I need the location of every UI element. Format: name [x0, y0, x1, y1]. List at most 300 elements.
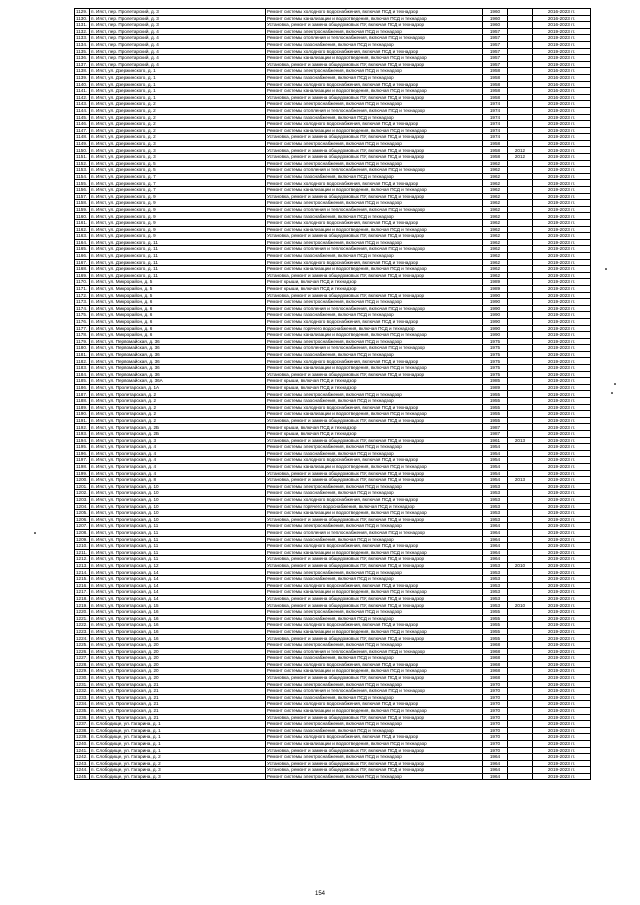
table-body — [75, 9, 591, 780]
build-year-cell: 1955 — [483, 398, 508, 405]
row-number-cell: 1133. — [75, 35, 90, 42]
table-row — [75, 424, 591, 431]
build-year-cell: 1964 — [483, 773, 508, 780]
address-cell: п. Ияст, ул. Пролетарская, д. 10 — [90, 516, 266, 523]
last-repair-year-cell — [508, 549, 533, 556]
address-cell: п. Ияст, пер. Пролетарский, д. 3 — [90, 9, 266, 16]
build-year-cell: 1968 — [483, 648, 508, 655]
build-year-cell: 1953 — [483, 496, 508, 503]
row-number-cell: 1220. — [76, 609, 88, 615]
planned-period-cell: 2019-2023 гг. — [533, 496, 591, 503]
table-row — [75, 312, 591, 319]
address-cell: п. Ияст, ул. Дзержинского, д. 7 — [90, 173, 266, 180]
table-row — [75, 674, 591, 681]
last-repair-year-cell: 2013 — [508, 437, 533, 444]
work-type-cell: Ремонт системы газоснабжения, включая ПСД и технадзор — [266, 398, 483, 405]
table-row — [75, 180, 591, 187]
work-type-cell: Установка, ремонт и замена общедомовых ПУ, включая ПСД и технадзор — [266, 134, 483, 141]
last-repair-year-cell — [508, 450, 533, 457]
planned-period-cell: 2019-2023 гг. — [533, 180, 591, 187]
last-repair-year-cell — [508, 180, 533, 187]
table-row — [75, 444, 591, 451]
row-number-cell: 1204. — [76, 503, 88, 509]
work-type-cell: Ремонт системы электроснабжения, включая ПСД и технадзор — [266, 754, 483, 761]
planned-period-cell: 2019-2023 гг. — [533, 450, 591, 457]
table-row — [75, 371, 591, 378]
address-cell: п. Ияст, ул. Пролетарская, д. 21 — [90, 688, 266, 695]
address-cell: п. Ияст, ул. Микрорайон, д. 5 — [90, 279, 266, 286]
build-year-cell: 1954 — [483, 450, 508, 457]
work-type-cell: Установка, ремонт и замена общедомовых ПУ, включая ПСД и технадзор — [266, 516, 483, 523]
table-row — [75, 767, 591, 774]
scanned-table-page — [74, 8, 576, 780]
work-type-cell: Ремонт системы холодного водоснабжения, включая ПСД и технадзор — [266, 48, 483, 55]
last-repair-year-cell — [508, 193, 533, 200]
last-repair-year-cell — [508, 576, 533, 583]
work-type-cell: Ремонт системы холодного водоснабжения, включая ПСД и технадзор — [266, 457, 483, 464]
last-repair-year-cell — [508, 582, 533, 589]
build-year-cell: 1962 — [483, 173, 508, 180]
address-cell: п. Ияст, ул. Пролетарская, д. 16 — [90, 635, 266, 642]
build-year-cell: 1990 — [483, 312, 508, 319]
build-year-cell: 1958 — [483, 140, 508, 147]
address-cell: п. Слободище, ул. Гагарина, д. 1 — [90, 734, 266, 741]
build-year-cell: 1962 — [483, 246, 508, 253]
address-cell: п. Ияст, ул. Микрорайон, д. 6 — [90, 299, 266, 306]
last-repair-year-cell — [508, 523, 533, 530]
work-type-cell: Ремонт системы канализации и водоотведения, включая ПСД и технадзор — [266, 740, 483, 747]
repair-program-table — [74, 8, 591, 780]
row-number-cell: 1196. — [75, 450, 90, 457]
table-row — [75, 516, 591, 523]
row-number-cell: 1197. — [75, 457, 90, 464]
build-year-cell: 1953 — [483, 576, 508, 583]
row-number-cell: 1208. — [76, 530, 88, 535]
row-number-cell: 1231. — [76, 681, 88, 687]
address-cell: п. Ияст, ул. Дзержинского, д. 1 — [90, 81, 266, 88]
table-row — [75, 747, 591, 754]
table-row — [75, 15, 591, 22]
work-type-cell: Установка, ремонт и замена общедомовых ПУ, включая ПСД и технадзор — [266, 674, 483, 681]
build-year-cell: 1953 — [483, 503, 508, 510]
last-repair-year-cell — [508, 529, 533, 536]
last-repair-year-cell — [508, 635, 533, 642]
build-year-cell: 1953 — [483, 516, 508, 523]
last-repair-year-cell — [508, 213, 533, 220]
work-type-cell: Ремонт системы отопления и теплоснабжения, включая ПСД и технадзор — [266, 246, 483, 253]
address-cell: п. Слободище, ул. Гагарина, д. 1 — [90, 747, 266, 754]
build-year-cell: 1953 — [483, 490, 508, 497]
planned-period-cell: 2019-2023 гг. — [533, 674, 591, 681]
last-repair-year-cell — [508, 648, 533, 655]
work-type-cell: Установка, ремонт и замена общедомовых ПУ, включая ПСД и технадзор — [266, 635, 483, 642]
planned-period-cell: 2016-2023 гг. — [533, 81, 591, 88]
scan-speck — [605, 268, 607, 270]
last-repair-year-cell — [508, 734, 533, 741]
table-row — [75, 332, 591, 339]
table-row — [75, 154, 591, 161]
build-year-cell: 1962 — [483, 233, 508, 240]
planned-period-cell: 2019-2023 гг. — [533, 226, 591, 233]
work-type-cell: Ремонт системы газоснабжения, включая ПСД и технадзор — [266, 213, 483, 220]
table-row — [75, 721, 591, 728]
table-row — [75, 543, 591, 550]
last-repair-year-cell — [508, 642, 533, 649]
work-type-cell: Ремонт системы отопления и теплоснабжения, включая ПСД и технадзор — [266, 206, 483, 213]
table-row — [75, 661, 591, 668]
address-cell: п. Ияст, ул. Пролетарская, д. 14 — [90, 589, 266, 596]
address-cell: п. Ияст, ул. Первомайская, д. 36 — [90, 338, 266, 345]
row-number-cell: 1138. — [75, 68, 90, 75]
planned-period-cell: 2019-2023 гг. — [533, 760, 591, 767]
planned-period-cell: 2019-2023 гг. — [533, 48, 591, 55]
work-type-cell: Ремонт системы отопления и теплоснабжения, включая ПСД и технадзор — [266, 688, 483, 695]
planned-period-cell: 2019-2023 гг. — [533, 503, 591, 510]
last-repair-year-cell — [508, 94, 533, 101]
last-repair-year-cell — [508, 173, 533, 180]
table-row — [75, 549, 591, 556]
row-number-cell: 1158. — [75, 200, 90, 207]
row-number-cell: 1221. — [76, 615, 88, 621]
last-repair-year-cell — [508, 398, 533, 405]
row-number-cell: 1172. — [75, 292, 90, 299]
row-number-cell: 1148. — [75, 134, 90, 141]
last-repair-year-cell — [508, 628, 533, 635]
address-cell: п. Ияст, ул. Дзержинского, д. 11 — [90, 239, 266, 246]
work-type-cell: Ремонт системы канализации и водоотведения, включая ПСД и технадзор — [266, 266, 483, 273]
last-repair-year-cell — [508, 470, 533, 477]
planned-period-cell: 2019-2023 гг. — [533, 609, 591, 616]
work-type-cell: Ремонт системы канализации и водоотведения, включая ПСД и технадзор — [266, 668, 483, 675]
work-type-cell: Ремонт системы газоснабжения, включая ПСД и технадзор — [266, 655, 483, 662]
planned-period-cell: 2019-2023 гг. — [533, 147, 591, 154]
build-year-cell: 1962 — [483, 220, 508, 227]
build-year-cell: 1989 — [483, 285, 508, 292]
address-cell: п. Ияст, пер. Пролетарский, д. 3 — [90, 22, 266, 29]
planned-period-cell: 2019-2023 гг. — [533, 681, 591, 688]
build-year-cell: 1974 — [483, 101, 508, 108]
work-type-cell: Установка, ремонт и замена общедомовых ПУ, включая ПСД и технадзор — [266, 61, 483, 68]
planned-period-cell: 2019-2023 гг. — [533, 391, 591, 398]
last-repair-year-cell — [508, 55, 533, 62]
row-number-cell: 1229. — [76, 668, 88, 674]
table-row — [75, 147, 591, 154]
address-cell: п. Ияст, ул. Пролетарская, д. 4 — [90, 463, 266, 470]
planned-period-cell: 2019-2023 гг. — [533, 292, 591, 299]
build-year-cell: 1953 — [483, 595, 508, 602]
table-row — [75, 193, 591, 200]
work-type-cell: Ремонт системы электроснабжения, включая ПСД и технадзор — [266, 299, 483, 306]
build-year-cell: 1962 — [483, 160, 508, 167]
address-cell: п. Ияст, ул. Пролетарская, д. 4 — [90, 457, 266, 464]
last-repair-year-cell — [508, 417, 533, 424]
row-number-cell: 1217. — [76, 589, 88, 595]
work-type-cell: Ремонт системы газоснабжения, включая ПСД и технадзор — [266, 74, 483, 81]
planned-period-cell: 2019-2023 гг. — [533, 220, 591, 227]
planned-period-cell: 2019-2023 гг. — [533, 576, 591, 583]
table-row — [75, 635, 591, 642]
planned-period-cell: 2019-2023 гг. — [533, 35, 591, 42]
planned-period-cell: 2019-2023 гг. — [533, 318, 591, 325]
planned-period-cell: 2019-2023 гг. — [533, 305, 591, 312]
work-type-cell: Ремонт системы канализации и водоотведения, включая ПСД и технадзор — [266, 226, 483, 233]
work-type-cell: Ремонт системы газоснабжения, включая ПСД и технадзор — [266, 450, 483, 457]
address-cell: п. Ияст, ул. Пролетарская, д. 11 — [90, 529, 266, 536]
last-repair-year-cell — [508, 9, 533, 16]
planned-period-cell: 2019-2023 гг. — [533, 701, 591, 708]
work-type-cell: Ремонт системы электроснабжения, включая ПСД и технадзор — [266, 642, 483, 649]
row-number-cell: 1243. — [76, 760, 88, 766]
table-row — [75, 107, 591, 114]
table-row — [75, 628, 591, 635]
planned-period-cell: 2019-2023 гг. — [533, 754, 591, 761]
last-repair-year-cell — [508, 239, 533, 246]
planned-period-cell: 2019-2023 гг. — [533, 206, 591, 213]
row-number-cell: 1193. — [75, 431, 90, 438]
work-type-cell: Ремонт системы холодного водоснабжения, включая ПСД и технадзор — [266, 701, 483, 708]
work-type-cell: Ремонт крыши, включая ПСД и технадзор — [266, 378, 483, 385]
build-year-cell: 1958 — [483, 81, 508, 88]
row-number-cell: 1162. — [75, 226, 90, 233]
row-number-cell: 1154. — [75, 173, 90, 180]
address-cell: п. Ияст, ул. Пролетарская, д. 21 — [90, 681, 266, 688]
table-row — [75, 226, 591, 233]
address-cell: п. Ияст, ул. Микрорайон, д. 5 — [90, 285, 266, 292]
address-cell: п. Ияст, ул. Дзержинского, д. 11 — [90, 266, 266, 273]
work-type-cell: Ремонт системы холодного водоснабжения, включая ПСД и технадзор — [266, 121, 483, 128]
row-number-cell: 1216. — [76, 582, 88, 588]
table-row — [75, 556, 591, 563]
table-row — [75, 285, 591, 292]
address-cell: п. Слободище, ул. Гагарина, д. 1 — [90, 721, 266, 728]
work-type-cell: Ремонт системы газоснабжения, включая ПСД и технадзор — [266, 252, 483, 259]
planned-period-cell: 2019-2023 гг. — [533, 398, 591, 405]
work-type-cell: Ремонт крыши, включая ПСД и технадзор — [266, 285, 483, 292]
planned-period-cell: 2019-2023 гг. — [533, 107, 591, 114]
work-type-cell: Ремонт системы холодного водоснабжения, включая ПСД и технадзор — [266, 543, 483, 550]
table-row — [75, 134, 591, 141]
row-number-cell: 1163. — [75, 233, 90, 240]
table-row — [75, 187, 591, 194]
build-year-cell: 1958 — [483, 147, 508, 154]
row-number-cell: 1168. — [75, 266, 90, 273]
build-year-cell: 1970 — [483, 734, 508, 741]
address-cell: п. Ияст, ул. Дзержинского, д. 11 — [90, 252, 266, 259]
work-type-cell: Ремонт системы холодного водоснабжения, включая ПСД и технадзор — [266, 661, 483, 668]
planned-period-cell: 2019-2023 гг. — [533, 615, 591, 622]
last-repair-year-cell — [508, 510, 533, 517]
row-number-cell: 1153. — [75, 167, 90, 174]
build-year-cell: 1974 — [483, 127, 508, 134]
planned-period-cell: 2019-2023 гг. — [533, 602, 591, 609]
row-number-cell: 1178. — [75, 332, 90, 339]
planned-period-cell: 2019-2023 гг. — [533, 272, 591, 279]
last-repair-year-cell — [508, 266, 533, 273]
row-number-cell: 1129. — [75, 9, 90, 16]
planned-period-cell: 2016-2023 гг. — [533, 15, 591, 22]
work-type-cell: Ремонт системы канализации и водоотведения, включая ПСД и технадзор — [266, 15, 483, 22]
table-row — [75, 94, 591, 101]
work-type-cell: Установка, ремонт и замена общедомовых ПУ, включая ПСД и технадзор — [266, 556, 483, 563]
planned-period-cell: 2019-2023 гг. — [533, 193, 591, 200]
work-type-cell: Ремонт системы электроснабжения, включая ПСД и технадзор — [266, 483, 483, 490]
build-year-cell: 1962 — [483, 200, 508, 207]
work-type-cell: Ремонт системы электроснабжения, включая ПСД и технадзор — [266, 681, 483, 688]
table-row — [75, 318, 591, 325]
planned-period-cell: 2019-2023 гг. — [533, 378, 591, 385]
table-row — [75, 417, 591, 424]
row-number-cell: 1139. — [75, 74, 90, 81]
row-number-cell: 1213. — [76, 562, 88, 568]
table-row — [75, 206, 591, 213]
last-repair-year-cell — [508, 28, 533, 35]
planned-period-cell: 2019-2023 гг. — [533, 516, 591, 523]
planned-period-cell: 2019-2023 гг. — [533, 655, 591, 662]
address-cell: п. Ияст, ул. Пролетарская, д. 3 — [90, 437, 266, 444]
row-number-cell: 1181. — [75, 351, 90, 358]
row-number-cell: 1222. — [76, 622, 88, 628]
last-repair-year-cell: 2013 — [508, 477, 533, 484]
last-repair-year-cell — [508, 457, 533, 464]
table-row — [75, 470, 591, 477]
last-repair-year-cell — [508, 160, 533, 167]
table-row — [75, 569, 591, 576]
planned-period-cell: 2019-2023 гг. — [533, 470, 591, 477]
row-number-cell: 1145. — [75, 114, 90, 121]
build-year-cell: 1970 — [483, 747, 508, 754]
work-type-cell: Ремонт системы электроснабжения, включая ПСД и технадзор — [266, 160, 483, 167]
build-year-cell: 1955 — [483, 635, 508, 642]
address-cell: п. Ияст, ул. Пролетарская, д. 11 — [90, 549, 266, 556]
last-repair-year-cell — [508, 35, 533, 42]
row-number-cell: 1142. — [75, 94, 90, 101]
table-row — [75, 114, 591, 121]
planned-period-cell: 2019-2023 гг. — [533, 529, 591, 536]
table-row — [75, 655, 591, 662]
last-repair-year-cell — [508, 48, 533, 55]
row-number-cell: 1212. — [76, 556, 88, 562]
address-cell: п. Слободище, ул. Гагарина, д. 3 — [90, 767, 266, 774]
table-row — [75, 622, 591, 629]
address-cell: п. Ияст, ул. Дзержинского, д. 9 — [90, 233, 266, 240]
work-type-cell: Ремонт системы холодного водоснабжения, включая ПСД и технадзор — [266, 404, 483, 411]
build-year-cell: 1989 — [483, 279, 508, 286]
work-type-cell: Ремонт системы газоснабжения, включая ПСД и технадзор — [266, 114, 483, 121]
planned-period-cell: 2016-2023 гг. — [533, 88, 591, 95]
last-repair-year-cell — [508, 332, 533, 339]
work-type-cell: Ремонт системы газоснабжения, включая ПСД и технадзор — [266, 576, 483, 583]
build-year-cell: 1961 — [483, 437, 508, 444]
address-cell: п. Ияст, ул. Дзержинского, д. 2 — [90, 107, 266, 114]
row-number-cell: 1192. — [75, 424, 90, 431]
planned-period-cell: 2019-2023 гг. — [533, 233, 591, 240]
last-repair-year-cell — [508, 483, 533, 490]
build-year-cell: 1962 — [483, 180, 508, 187]
build-year-cell: 1960 — [483, 15, 508, 22]
work-type-cell: Ремонт системы канализации и водоотведения, включая ПСД и технадзор — [266, 707, 483, 714]
work-type-cell: Ремонт системы электроснабжения, включая ПСД и технадзор — [266, 28, 483, 35]
last-repair-year-cell — [508, 305, 533, 312]
last-repair-year-cell — [508, 615, 533, 622]
build-year-cell: 1968 — [483, 674, 508, 681]
address-cell: п. Ияст, ул. Пролетарская, д. 14 — [90, 582, 266, 589]
row-number-cell: 1169. — [75, 272, 90, 279]
planned-period-cell: 2019-2023 гг. — [533, 642, 591, 649]
build-year-cell: 1955 — [483, 615, 508, 622]
table-row — [75, 358, 591, 365]
address-cell: п. Ияст, ул. Дзержинского, д. 2 — [90, 114, 266, 121]
row-number-cell: 1166. — [75, 252, 90, 259]
address-cell: п. Ияст, ул. Первомайская, д. 36А — [90, 378, 266, 385]
build-year-cell: 1968 — [483, 655, 508, 662]
build-year-cell: 1953 — [483, 510, 508, 517]
address-cell: п. Ияст, ул. Дзержинского, д. 2 — [90, 127, 266, 134]
build-year-cell: 1990 — [483, 325, 508, 332]
last-repair-year-cell — [508, 358, 533, 365]
address-cell: п. Ияст, ул. Пролетарская, д. 20 — [90, 661, 266, 668]
last-repair-year-cell — [508, 727, 533, 734]
build-year-cell: 1964 — [483, 754, 508, 761]
planned-period-cell: 2019-2023 гг. — [533, 417, 591, 424]
planned-period-cell: 2019-2023 гг. — [533, 285, 591, 292]
table-row — [75, 431, 591, 438]
row-number-cell: 1140. — [75, 81, 90, 88]
address-cell: п. Ияст, ул. Пролетарская, д. 16 — [90, 615, 266, 622]
address-cell: п. Ияст, ул. Микрорайон, д. 6 — [90, 332, 266, 339]
address-cell: п. Ияст, ул. Дзержинского, д. 2 — [90, 101, 266, 108]
row-number-cell: 1161. — [75, 220, 90, 227]
work-type-cell: Установка, ремонт и замена общедомовых ПУ, включая ПСД и технадзор — [266, 747, 483, 754]
table-row — [75, 536, 591, 543]
last-repair-year-cell — [508, 134, 533, 141]
build-year-cell: 1974 — [483, 134, 508, 141]
planned-period-cell: 2019-2023 гг. — [533, 41, 591, 48]
table-row — [75, 266, 591, 273]
row-number-cell: 1183. — [75, 365, 90, 372]
build-year-cell: 1953 — [483, 483, 508, 490]
build-year-cell: 1985 — [483, 378, 508, 385]
planned-period-cell: 2019-2023 гг. — [533, 338, 591, 345]
work-type-cell: Ремонт системы холодного водоснабжения, включая ПСД и технадзор — [266, 582, 483, 589]
address-cell: п. Ияст, ул. Дзержинского, д. 5 — [90, 167, 266, 174]
table-row — [75, 714, 591, 721]
row-number-cell: 1241. — [76, 747, 88, 753]
last-repair-year-cell — [508, 233, 533, 240]
row-number-cell: 1185. — [75, 378, 90, 385]
address-cell: п. Ияст, ул. Пролетарская, д. 15 — [90, 602, 266, 609]
build-year-cell: 1970 — [483, 727, 508, 734]
planned-period-cell: 2019-2023 гг. — [533, 727, 591, 734]
build-year-cell: 1958 — [483, 88, 508, 95]
row-number-cell: 1131. — [75, 22, 90, 29]
table-row — [75, 68, 591, 75]
build-year-cell: 1962 — [483, 252, 508, 259]
last-repair-year-cell — [508, 391, 533, 398]
address-cell: п. Ияст, ул. Пролетарская, д. 21 — [90, 714, 266, 721]
table-row — [75, 272, 591, 279]
work-type-cell: Установка, ремонт и замена общедомовых ПУ, включая ПСД и технадзор — [266, 562, 483, 569]
work-type-cell: Ремонт системы холодного водоснабжения, включая ПСД и технадзор — [266, 734, 483, 741]
planned-period-cell: 2019-2023 гг. — [533, 325, 591, 332]
address-cell: п. Ияст, ул. Дзержинского, д. 1 — [90, 94, 266, 101]
last-repair-year-cell — [508, 622, 533, 629]
last-repair-year-cell — [508, 127, 533, 134]
build-year-cell: 1964 — [483, 760, 508, 767]
address-cell: п. Ияст, ул. Пролетарская, д. 11 — [90, 536, 266, 543]
last-repair-year-cell — [508, 556, 533, 563]
build-year-cell: 1958 — [483, 74, 508, 81]
address-cell: п. Ияст, ул. Пролетарская, д. 2Б — [90, 424, 266, 431]
